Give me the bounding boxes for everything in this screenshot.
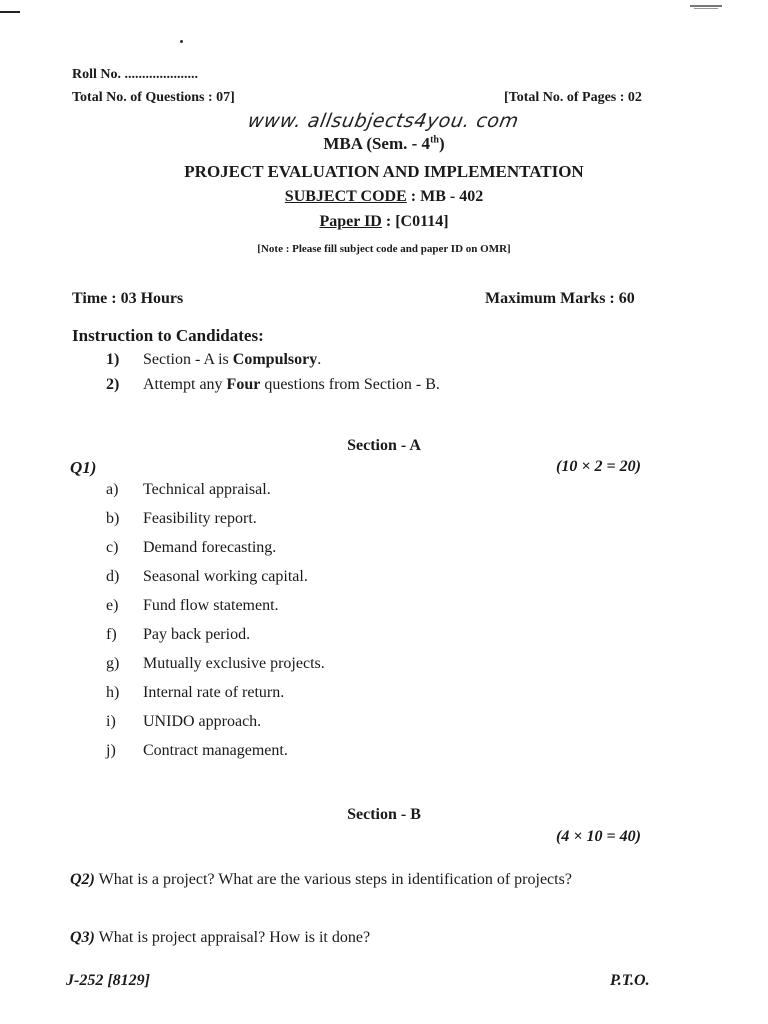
instruction-item: 1) xyxy=(106,351,120,368)
scan-mark xyxy=(694,8,718,9)
item-letter: j) xyxy=(106,742,116,759)
instruction-item: 2) xyxy=(106,376,120,393)
item-letter: h) xyxy=(106,684,120,701)
item-letter: g) xyxy=(106,655,120,672)
scan-mark xyxy=(690,5,722,7)
watermark-url: www. allsubjects4you. com xyxy=(246,110,521,132)
item-text: Mutually exclusive projects. xyxy=(143,655,325,672)
section-b-title: Section - B xyxy=(347,806,421,823)
item-letter: f) xyxy=(106,626,117,643)
item-text: Demand forecasting. xyxy=(143,539,277,556)
item-text: Feasibility report. xyxy=(143,510,257,527)
question-row: Q3) What is project appraisal? How is it done? xyxy=(70,929,371,946)
scan-mark xyxy=(0,11,20,13)
total-pages: [Total No. of Pages : 02 xyxy=(504,90,642,105)
instructions-heading: Instruction to Candidates: xyxy=(72,326,264,345)
paper-code: J-252 [8129] xyxy=(66,972,150,989)
subject-title: PROJECT EVALUATION AND IMPLEMENTATION xyxy=(184,162,584,181)
q1-label: Q1) xyxy=(70,458,97,477)
scan-speck xyxy=(180,40,183,43)
question-row: Q2) What is a project? What are the various steps in identification of projects? xyxy=(70,871,572,888)
item-text: Pay back period. xyxy=(143,626,251,643)
item-text: Internal rate of return. xyxy=(143,684,285,701)
item-letter: e) xyxy=(106,597,119,614)
item-text: Seasonal working capital. xyxy=(143,568,308,585)
max-marks: Maximum Marks : 60 xyxy=(485,290,635,307)
instruction-text: Attempt any Four questions from Section - B. xyxy=(143,376,440,393)
item-text: Technical appraisal. xyxy=(143,481,271,498)
item-text: Contract management. xyxy=(143,742,288,759)
course-title: MBA (Sem. - 4th) xyxy=(323,134,445,153)
item-text: Fund flow statement. xyxy=(143,597,279,614)
section-a-title: Section - A xyxy=(347,437,421,454)
paper-id: Paper ID : [C0114] xyxy=(319,213,449,230)
item-text: UNIDO approach. xyxy=(143,713,262,730)
item-letter: d) xyxy=(106,568,120,585)
instruction-text: Section - A is Compulsory. xyxy=(143,351,322,368)
exam-time: Time : 03 Hours xyxy=(72,290,184,307)
section-b-marks: (4 × 10 = 40) xyxy=(556,828,641,845)
roll-no: Roll No. ..................... xyxy=(72,67,198,82)
item-letter: c) xyxy=(106,539,119,556)
pto-label: P.T.O. xyxy=(610,972,650,989)
section-a-marks: (10 × 2 = 20) xyxy=(556,458,641,475)
omr-note: [Note : Please fill subject code and paper ID on OMR] xyxy=(257,243,511,255)
total-questions: Total No. of Questions : 07] xyxy=(72,90,235,105)
item-letter: a) xyxy=(106,481,119,498)
subject-code: SUBJECT CODE : MB - 402 xyxy=(284,188,484,205)
item-letter: b) xyxy=(106,510,120,527)
item-letter: i) xyxy=(106,713,116,730)
